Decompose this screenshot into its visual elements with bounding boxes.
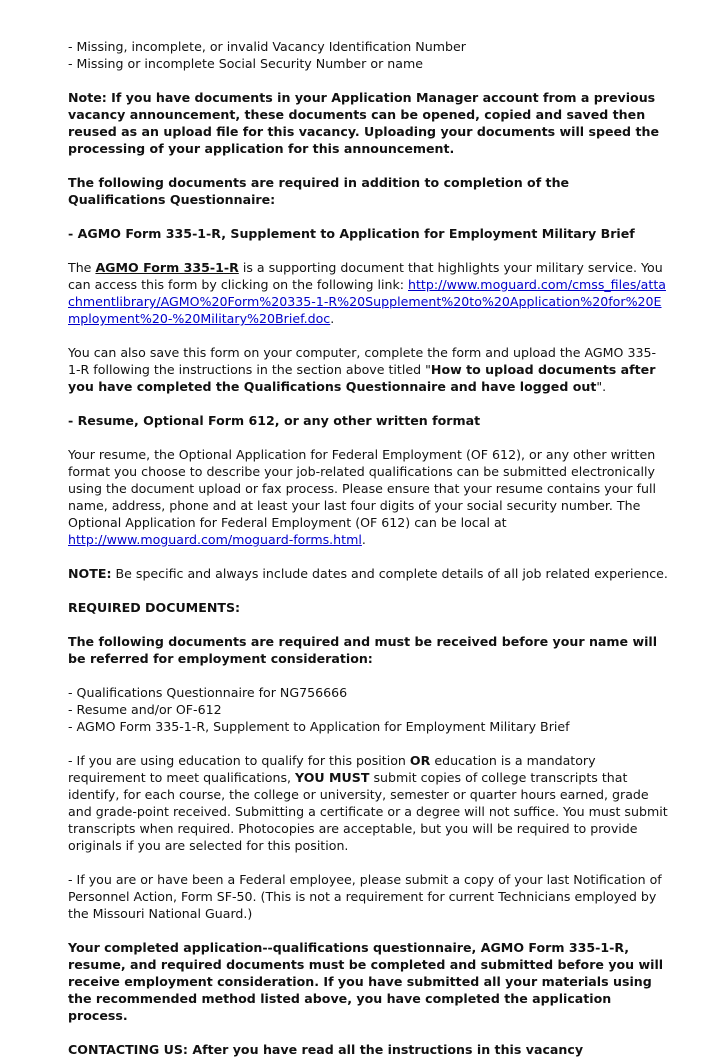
note-upload-text: Note: If you have documents in your Application Manager account from a previous vacancy announcement, these documents can be opened, copied and saved then reused as an upload file for this vacancy. Uploading your documents will speed the processing of your application for this announcement. [68, 90, 659, 156]
education-or: OR [409, 753, 431, 768]
note-specific [68, 565, 668, 582]
agmo-paragraph [68, 259, 668, 327]
education-part1: - If you are using education to qualify for this position [68, 753, 410, 768]
resume-paragraph [68, 446, 668, 548]
save-form-suffix: ". [596, 379, 607, 394]
note-label: NOTE: [68, 566, 112, 581]
agmo-form-name: AGMO Form 335-1-R [95, 260, 239, 275]
required-docs-heading [68, 599, 668, 616]
contacting-text: CONTACTING US: After you have read all the instructions in this vacancy [68, 1042, 584, 1057]
required-list [68, 684, 668, 735]
moguard-forms-link[interactable]: http://www.moguard.com/moguard-forms.html [68, 532, 362, 547]
required-intro [68, 174, 668, 208]
contacting-paragraph [68, 1041, 668, 1058]
note-specific-text: Be specific and always include dates and complete details of all job related experience. [111, 566, 668, 581]
save-form-text: You can also save this form on your computer, complete the form and upload the AGMO 335-1-R following the instructions in the section above titled " [68, 345, 657, 377]
required-docs-intro [68, 633, 668, 667]
completed-paragraph [68, 939, 668, 1024]
agmo-suffix: . [330, 311, 335, 326]
federal-paragraph [68, 871, 668, 922]
education-paragraph [68, 752, 668, 854]
save-form-section-title: How to upload documents after you have completed the Qualifications Questionnaire and have logged out [68, 362, 656, 394]
list-item: - AGMO Form 335-1-R, Supplement to Application for Employment Military Brief [68, 719, 570, 734]
resume-text: Your resume, the Optional Application for Federal Employment (OF 612), or any other written format you choose to describe your job-related qualifications can be submitted electronically using the document upload or fax process. Please ensure that your resume contains your full name, address, phone and at least your last four digits of your social security number. The Optional Application for Federal Employment (OF 612) can be local at [68, 447, 656, 530]
missing-list [68, 38, 668, 72]
federal-text: - If you are or have been a Federal employee, please submit a copy of your last Notification of Personnel Action, Form SF-50. (This is not a requirement for current Technicians employed by the Missouri National Guard.) [68, 872, 662, 921]
completed-text: Your completed application--qualifications questionnaire, AGMO Form 335-1-R, resume, and required documents must be completed and submitted before you will receive employment consideration. If you have submitted all your materials using the recommended method listed above, you have completed the application process. [68, 940, 664, 1023]
agmo-heading-text: - AGMO Form 335-1-R, Supplement to Application for Employment Military Brief [68, 226, 635, 241]
list-item: - Qualifications Questionnaire for NG756666 [68, 685, 348, 700]
missing-item: - Missing, incomplete, or invalid Vacancy Identification Number [68, 39, 466, 54]
required-docs-heading-text: REQUIRED DOCUMENTS: [68, 600, 241, 615]
education-part3: submit copies of college transcripts that identify, for each course, the college or university, semester or quarter hours earned, grade and grade-point received. Submitting a certificate or a degree will not suffice. You must submit transcripts when required. Photocopies are acceptable, but you will be required to provide originals if you are selected for this position. [68, 770, 668, 853]
education-part2: education is a mandatory requirement to meet qualifications, [68, 753, 596, 785]
agmo-heading [68, 225, 668, 242]
resume-suffix: . [361, 532, 366, 547]
save-form-paragraph [68, 344, 668, 395]
required-docs-intro-text: The following documents are required and must be received before your name will be referred for employment consideration: [68, 634, 658, 666]
agmo-text: is a supporting document that highlights your military service. You can access this form by clicking on the following link: [68, 260, 663, 292]
resume-heading-text: - Resume, Optional Form 612, or any other written format [68, 413, 481, 428]
missing-item: - Missing or incomplete Social Security Number or name [68, 56, 423, 71]
required-intro-text: The following documents are required in addition to completion of the Qualifications Questionnaire: [68, 175, 570, 207]
note-upload [68, 89, 668, 157]
resume-heading [68, 412, 668, 429]
agmo-prefix: The [68, 260, 96, 275]
agmo-form-link[interactable]: http://www.moguard.com/cmss_files/attachmentlibrary/AGMO%20Form%20335-1-R%20Supplement%20to%20Application%20for%20Employment%20-%20Military%20Brief.doc [68, 277, 666, 326]
education-must: YOU MUST [295, 770, 370, 785]
list-item: - Resume and/or OF-612 [68, 702, 222, 717]
document-page [68, 38, 668, 1058]
